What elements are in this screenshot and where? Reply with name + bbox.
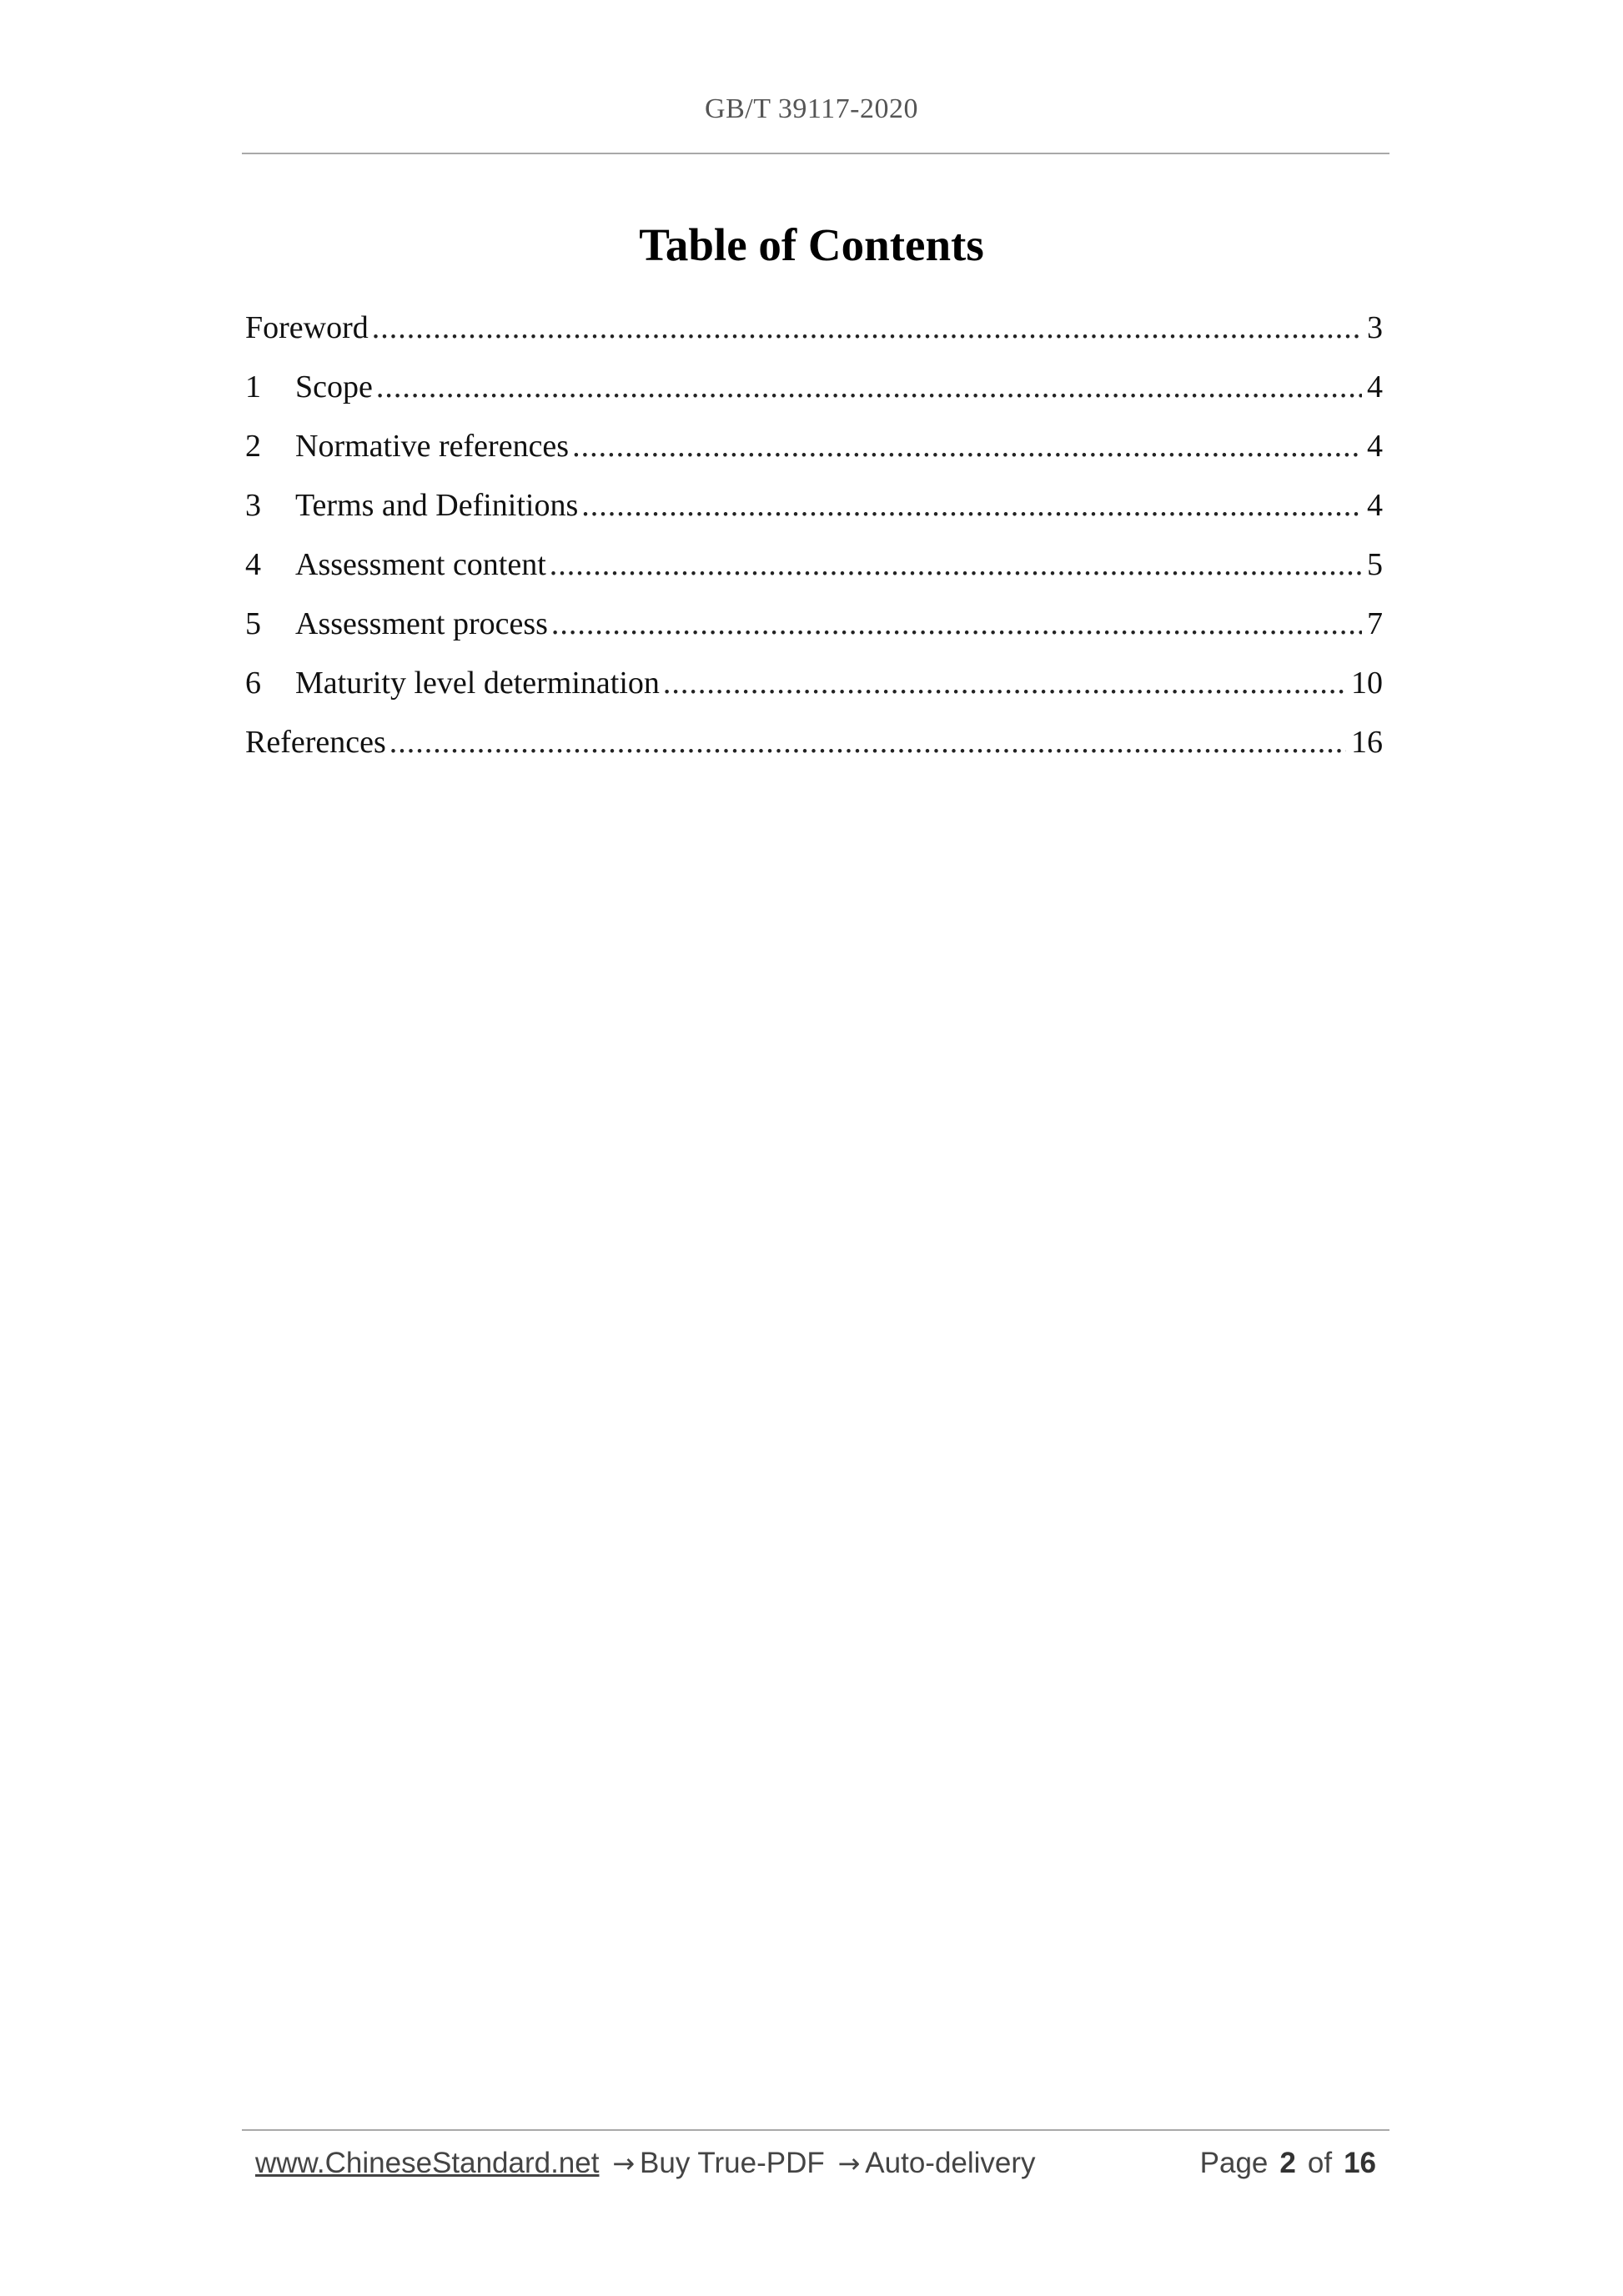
total-pages-number: 16: [1344, 2147, 1376, 2179]
toc-entry-terms-and-definitions[interactable]: [245, 481, 1383, 540]
right-arrow-icon: →: [837, 2148, 861, 2179]
toc-entry-number: 6: [245, 666, 261, 701]
toc-title: Table of Contents: [639, 219, 984, 270]
site-link[interactable]: www.ChineseStandard.net: [255, 2147, 600, 2179]
toc-leader-dots: [581, 481, 1362, 530]
toc-entry-label: Assessment process: [295, 606, 548, 641]
toc-entry-label: Foreword: [245, 310, 369, 345]
toc-entry-number: 2: [245, 429, 261, 464]
header-divider: [242, 153, 1389, 154]
toc-entry-scope[interactable]: [245, 363, 1383, 422]
toc-leader-dots: [389, 718, 1346, 766]
current-page-number: 2: [1279, 2147, 1296, 2179]
toc-leader-dots: [551, 600, 1362, 648]
toc-entry-page: 10: [1351, 666, 1383, 701]
toc-entry-page: 5: [1367, 547, 1383, 582]
toc-entry-foreword[interactable]: [245, 304, 1383, 363]
toc-entry-page: 4: [1367, 429, 1383, 464]
toc-entry-page: 4: [1367, 369, 1383, 404]
toc-entry-page: 4: [1367, 488, 1383, 523]
page-word: Page: [1199, 2147, 1269, 2179]
toc-entry-label: Assessment content: [295, 547, 546, 582]
toc-list: [245, 304, 1383, 777]
toc-entry-assessment-content[interactable]: [245, 540, 1383, 600]
toc-entry-number: 3: [245, 488, 261, 523]
toc-leader-dots: [572, 422, 1362, 470]
of-word: of: [1307, 2147, 1333, 2179]
toc-entry-number: 5: [245, 606, 261, 641]
right-arrow-icon: →: [612, 2148, 636, 2179]
toc-entry-page: 3: [1367, 310, 1383, 345]
page-footer: [255, 2147, 1384, 2193]
toc-leader-dots: [663, 659, 1346, 707]
toc-leader-dots: [372, 304, 1362, 352]
toc-entry-label: References: [245, 725, 386, 760]
toc-entry-page: 16: [1351, 725, 1383, 760]
toc-entry-assessment-process[interactable]: [245, 600, 1383, 659]
toc-entry-label: Scope: [295, 369, 373, 404]
auto-delivery-text: Auto-delivery: [865, 2147, 1036, 2179]
toc-entry-label: Maturity level determination: [295, 666, 660, 701]
footer-divider: [242, 2129, 1389, 2131]
toc-entry-page: 7: [1367, 606, 1383, 641]
footer-promo: [255, 2147, 1036, 2180]
toc-entry-label: Normative references: [295, 429, 570, 464]
toc-entry-references[interactable]: [245, 718, 1383, 777]
toc-entry-number: 1: [245, 369, 261, 404]
toc-entry-normative-references[interactable]: [245, 422, 1383, 481]
toc-entry-label: Terms and Definitions: [295, 488, 579, 523]
buy-true-pdf-text: Buy True-PDF: [640, 2147, 825, 2179]
toc-entry-maturity-level-determination[interactable]: [245, 659, 1383, 718]
toc-entry-number: 4: [245, 547, 261, 582]
toc-leader-dots: [550, 540, 1362, 589]
toc-leader-dots: [376, 363, 1362, 411]
page-indicator: [1200, 2147, 1376, 2180]
document-header-code: GB/T 39117-2020: [705, 93, 918, 124]
